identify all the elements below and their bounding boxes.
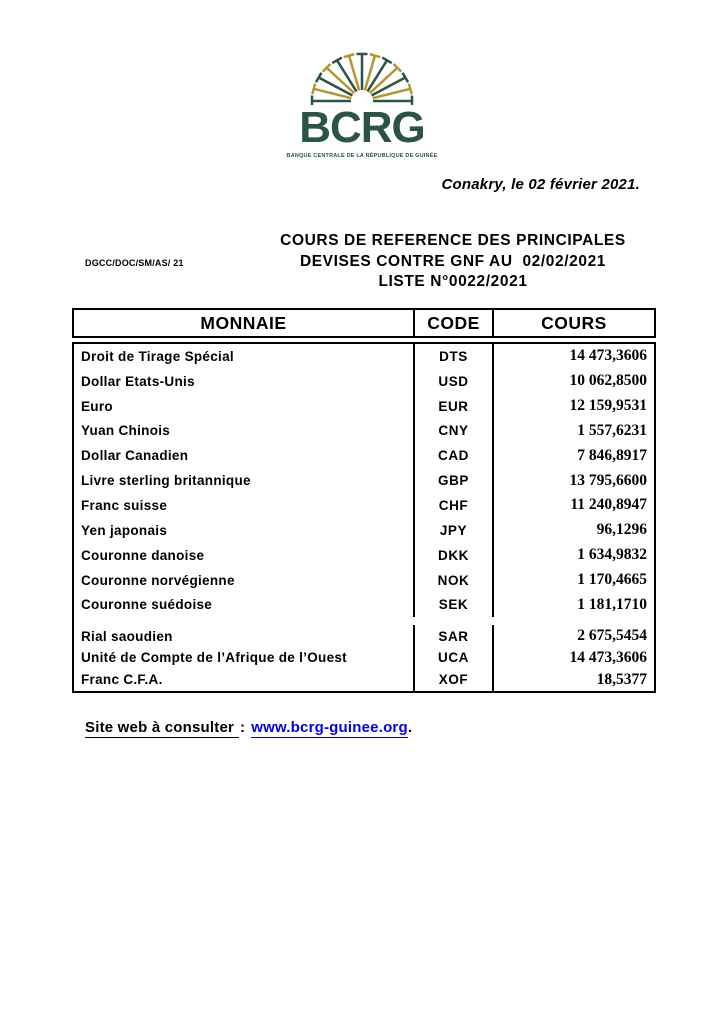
table-body	[72, 342, 656, 693]
reference-code: DGCC/DOC/SM/AS/ 21	[85, 258, 184, 268]
currency-rate-cell: 11 240,8947	[570, 496, 647, 514]
currency-rate-cell: 14 473,3606	[569, 347, 647, 365]
currency-code-cell: GBP	[415, 468, 494, 493]
currency-code-cell: CAD	[415, 443, 494, 468]
table-row	[74, 419, 654, 444]
currency-code-cell: CNY	[415, 419, 494, 444]
website-label: Site web à consulter	[85, 719, 239, 738]
title-line-3: LISTE N°0022/2021	[378, 273, 528, 290]
title-line-1: COURS DE REFERENCE DES PRINCIPALES	[280, 232, 626, 249]
website-colon: :	[240, 719, 246, 736]
currency-code-cell: UCA	[415, 647, 494, 669]
currency-code-cell: DKK	[415, 543, 494, 568]
table-row	[74, 443, 654, 468]
currency-name-cell: Livre sterling britannique	[74, 468, 415, 493]
currency-code-cell: CHF	[415, 493, 494, 518]
currency-name-cell: Yuan Chinois	[74, 419, 415, 444]
logo-acronym: BCRG	[299, 103, 425, 152]
currency-rate-cell: 1 634,9832	[577, 546, 647, 564]
currency-name-cell: Dollar Canadien	[74, 443, 415, 468]
currency-code-cell: JPY	[415, 518, 494, 543]
table-row	[74, 592, 654, 617]
currency-name-cell: Franc suisse	[74, 493, 415, 518]
currency-name-cell: Unité de Compte de l’Afrique de l’Ouest	[74, 647, 415, 669]
currency-name-cell: Couronne norvégienne	[74, 568, 415, 593]
table-row	[74, 369, 654, 394]
website-link[interactable]: www.bcrg-guinee.org	[251, 719, 408, 736]
currency-rate-cell: 18,5377	[596, 670, 647, 688]
currency-name-cell: Euro	[74, 394, 415, 419]
table-header-row	[72, 308, 656, 338]
currency-rate-cell: 10 062,8500	[569, 372, 647, 390]
currency-rate-cell: 1 170,4665	[577, 571, 647, 589]
header-cours: COURS	[541, 312, 607, 333]
currency-name-cell: Droit de Tirage Spécial	[74, 344, 415, 369]
currency-rate-cell: 1 181,1710	[577, 595, 647, 613]
currency-code-cell: DTS	[415, 344, 494, 369]
currency-name-cell: Yen japonais	[74, 518, 415, 543]
currency-code-cell: SAR	[415, 625, 494, 647]
website-line	[85, 719, 412, 736]
table-row	[74, 669, 654, 691]
currency-name-cell: Rial saoudien	[74, 625, 415, 647]
currency-code-cell: XOF	[415, 669, 494, 691]
table-row	[74, 625, 654, 647]
website-period: .	[407, 719, 413, 736]
currency-name-cell: Couronne suédoise	[74, 592, 415, 617]
logo-tagline: BANQUE CENTRALE DE LA RÉPUBLIQUE DE GUINÉE	[286, 153, 438, 159]
table-row	[74, 543, 654, 568]
currency-code-cell: NOK	[415, 568, 494, 593]
table-row	[74, 344, 654, 369]
currency-rate-cell: 13 795,6600	[569, 471, 647, 489]
bcrg-logo	[0, 47, 724, 159]
table-row	[74, 518, 654, 543]
header-code: CODE	[415, 310, 494, 336]
currency-rate-cell: 12 159,9531	[569, 397, 647, 415]
date-line: Conakry, le 02 février 2021.	[441, 176, 640, 193]
document-title	[263, 231, 643, 293]
currency-name-cell: Franc C.F.A.	[74, 669, 415, 691]
table-row	[74, 647, 654, 669]
currency-rate-cell: 2 675,5454	[577, 627, 647, 645]
table-row	[74, 568, 654, 593]
currency-rate-cell: 7 846,8917	[577, 446, 647, 464]
currency-rate-cell: 14 473,3606	[569, 648, 647, 666]
currency-code-cell: EUR	[415, 394, 494, 419]
table-row	[74, 468, 654, 493]
table-row	[74, 493, 654, 518]
currency-name-cell: Couronne danoise	[74, 543, 415, 568]
currency-name-cell: Dollar Etats-Unis	[74, 369, 415, 394]
sunburst-rays-icon	[302, 47, 422, 105]
currency-rate-cell: 96,1296	[596, 521, 647, 539]
exchange-rates-table	[72, 308, 656, 693]
header-monnaie: MONNAIE	[74, 310, 415, 336]
title-line-2: DEVISES CONTRE GNF AU 02/02/2021	[299, 252, 607, 270]
table-row	[74, 394, 654, 419]
currency-code-cell: SEK	[415, 592, 494, 617]
currency-code-cell: USD	[415, 369, 494, 394]
currency-rate-cell: 1 557,6231	[577, 421, 647, 439]
